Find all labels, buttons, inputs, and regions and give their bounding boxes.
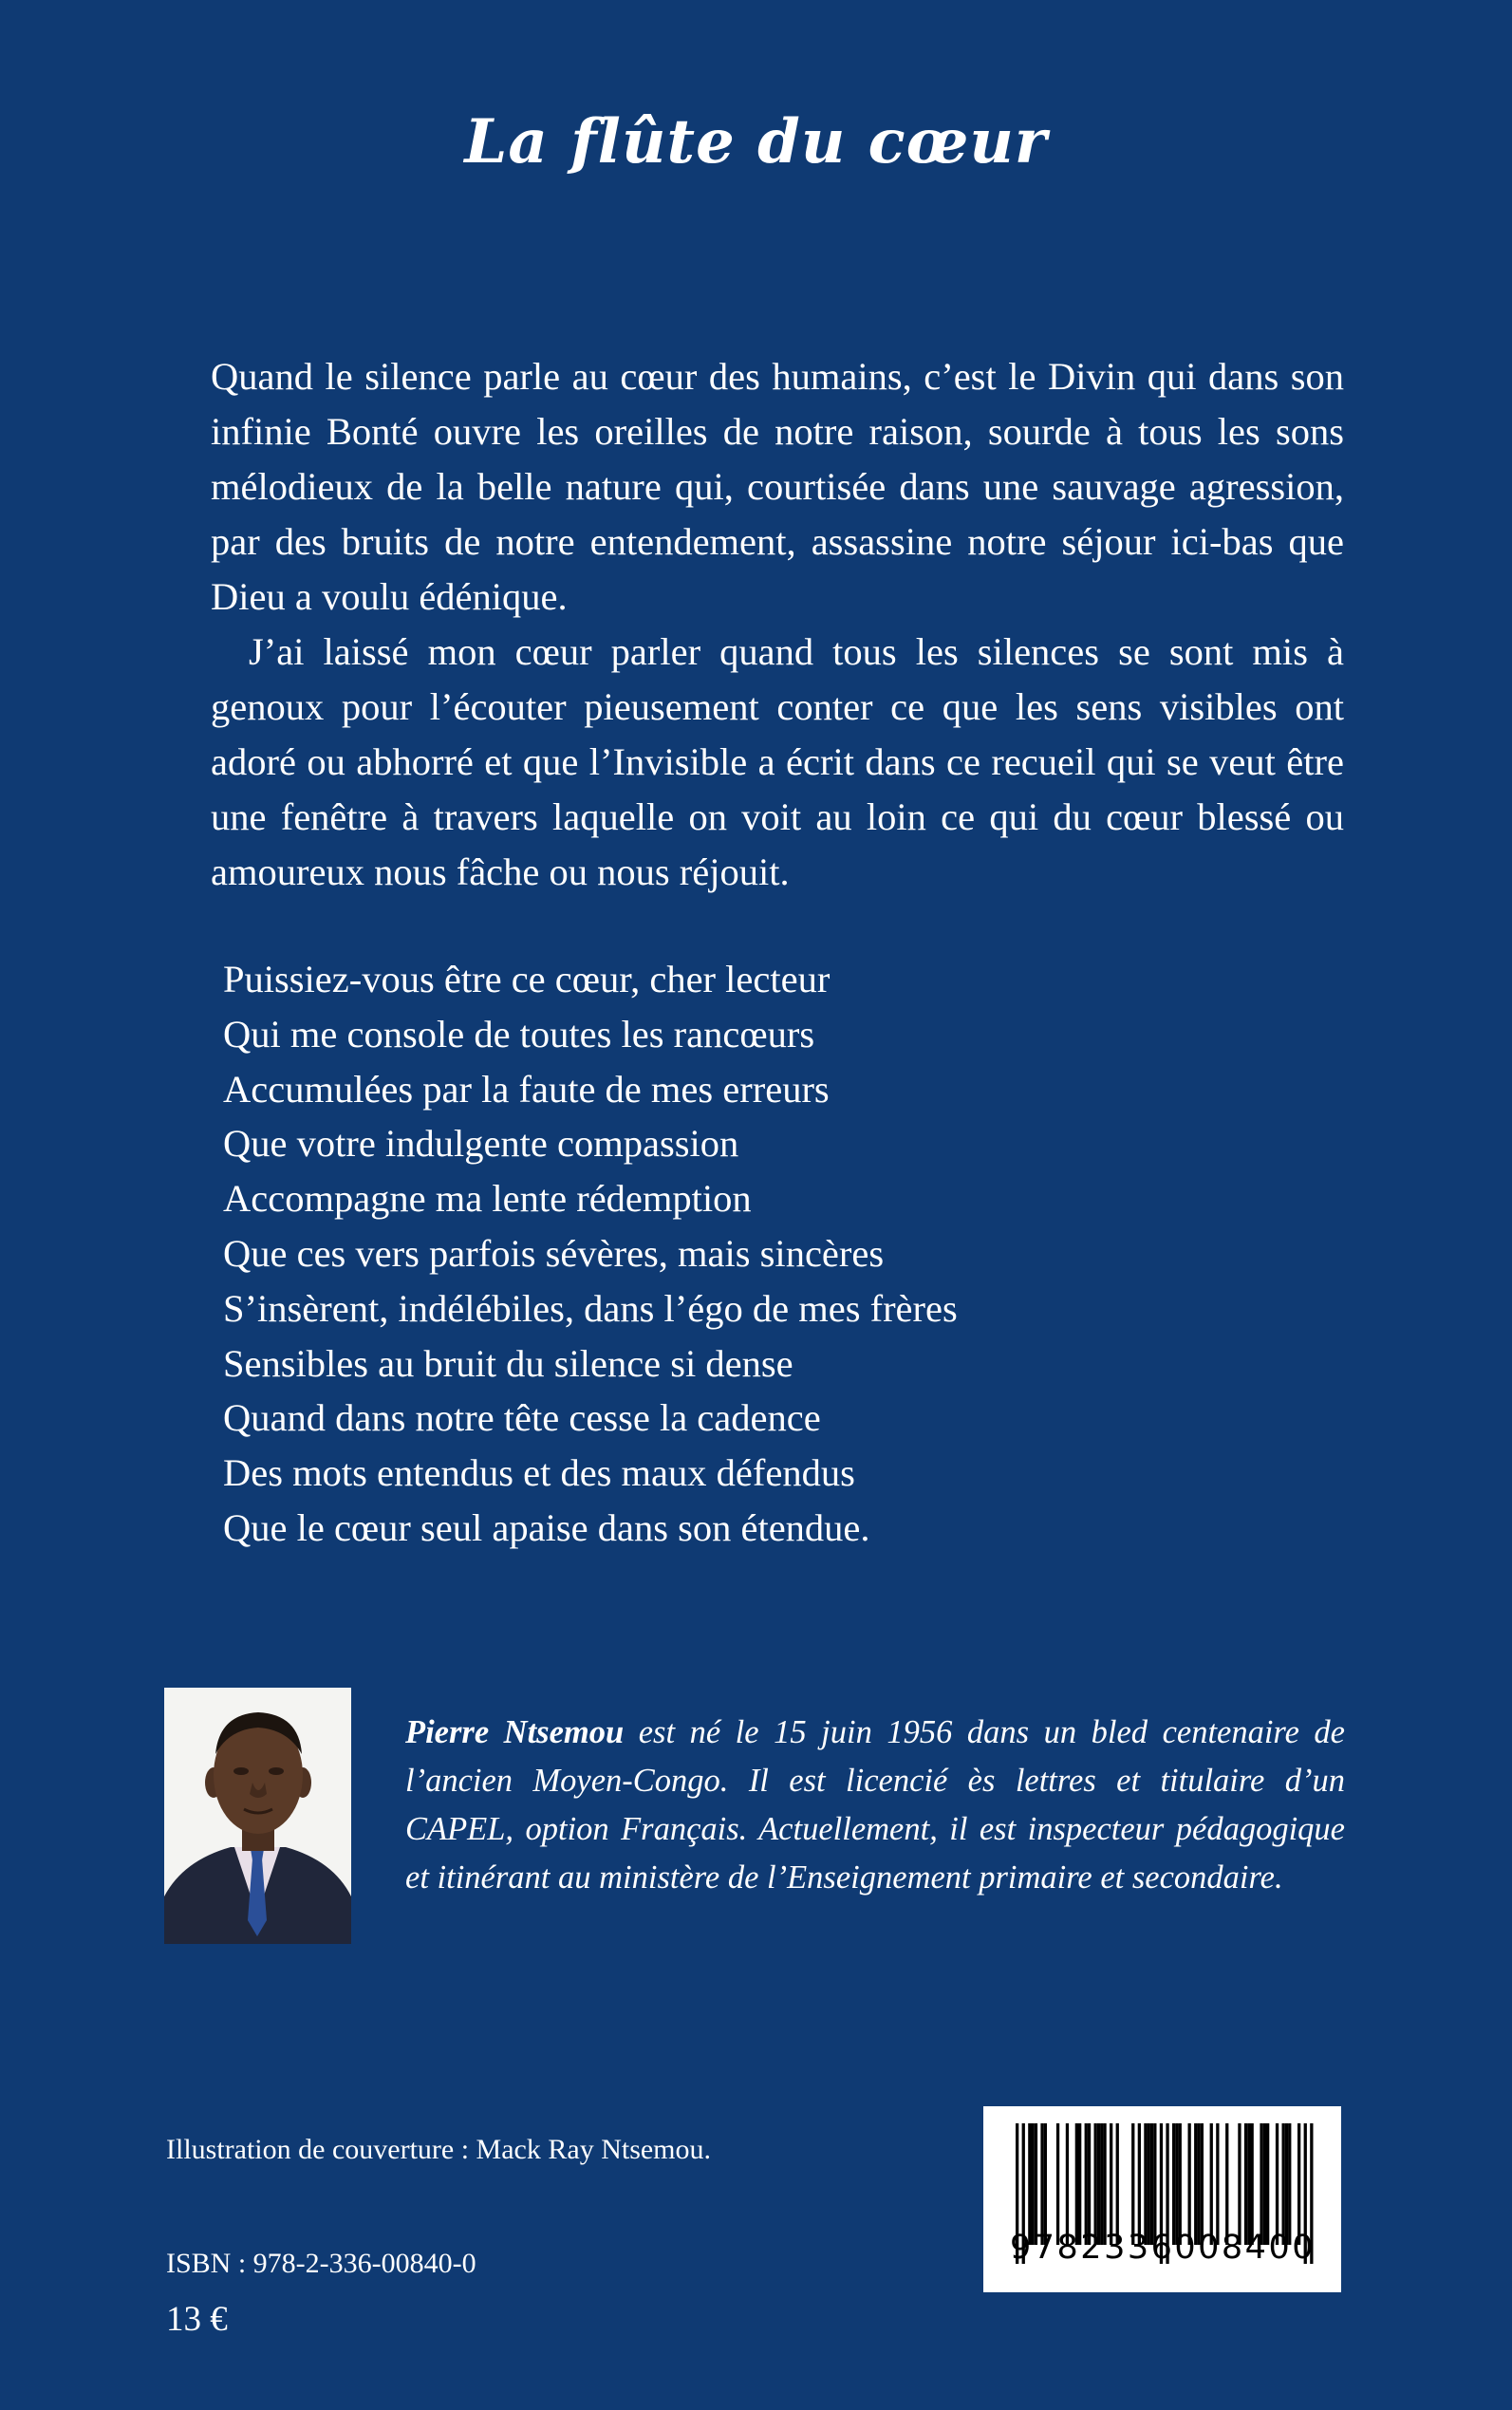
barcode-bar	[1066, 2123, 1069, 2245]
barcode-bar	[1282, 2123, 1285, 2245]
poem-line: Quand dans notre tête cesse la cadence	[223, 1396, 821, 1440]
barcode-bar	[1216, 2123, 1219, 2245]
poem-line: Que le cœur seul apaise dans son étendue.	[223, 1505, 870, 1549]
barcode-bar	[1244, 2123, 1247, 2245]
poem-line: Que ces vers parfois sévères, mais sincères	[223, 1231, 885, 1275]
barcode-bar	[1285, 2123, 1288, 2245]
barcode-bar	[1263, 2123, 1266, 2245]
poem-line: Que votre indulgente compassion	[223, 1122, 739, 1166]
barcode-bar	[1297, 2123, 1300, 2245]
barcode-bar	[1085, 2123, 1088, 2245]
barcode-bar	[1197, 2123, 1200, 2245]
barcode-bar	[1094, 2123, 1097, 2245]
poem	[223, 952, 958, 1556]
isbn: ISBN : 978-2-336-00840-0	[166, 2248, 476, 2279]
barcode-bar	[1097, 2123, 1100, 2245]
author-bio-text: est né le 15 juin 1956 dans un bled centenaire de l’ancien Moyen-Congo. Il est licencié ès lettres et titulaire d’un CAPEL, option Français. Actuellement, il est inspecteur pédagogique et itinérant au ministère de l’Enseignement primaire et secondaire.	[405, 1714, 1345, 1896]
barcode-bar	[1238, 2123, 1241, 2245]
barcode-bar	[1188, 2123, 1191, 2245]
barcode-bar	[1144, 2123, 1147, 2245]
barcode-bar	[1103, 2123, 1106, 2245]
barcode-bar	[1201, 2123, 1204, 2245]
book-title: La flûte du cœur	[464, 106, 1048, 177]
barcode-bar	[1100, 2123, 1103, 2245]
barcode-bar	[1172, 2123, 1175, 2245]
barcode-bar	[1266, 2123, 1269, 2245]
poem-line: Des mots entendus et des maux défendus	[223, 1451, 855, 1495]
barcode-bar	[1260, 2123, 1262, 2245]
barcode-bar	[1179, 2123, 1182, 2245]
poem-line: Sensibles au bruit du silence si dense	[223, 1341, 793, 1385]
barcode-bar	[1225, 2123, 1228, 2245]
barcode-bar	[1288, 2123, 1291, 2245]
barcode-bar	[1153, 2123, 1156, 2245]
barcode-bar	[1056, 2123, 1059, 2245]
barcode-bar	[1175, 2123, 1178, 2245]
author-name: Pierre Ntsemou	[405, 1714, 625, 1750]
author-bio	[405, 1709, 1345, 1902]
poem-line: S’insèrent, indélébiles, dans l’égo de mes frères	[223, 1286, 958, 1330]
barcode-bar	[1035, 2123, 1037, 2245]
barcode-bar	[1138, 2123, 1141, 2245]
barcode-bar	[1032, 2123, 1035, 2245]
intro-paragraph: J’ai laissé mon cœur parler quand tous les silences se sont mis à genoux pour l’écouter pieusement conter ce que les sens visibles ont adoré ou abhorré et que l’Invisible a écrit dans ce recueil qui se veut être une fenêtre à travers laquelle on voit au loin ce qui du cœur blessé ou amoureux nous fâche ou nous réjouit.	[211, 630, 1344, 893]
price: 13 €	[166, 2300, 228, 2339]
intro-paragraph: Quand le silence parle au cœur des humains, c’est le Divin qui dans son infinie Bonté ouvre les oreilles de notre raison, sourde à tous les sons mélodieux de la belle nature qui, courtisée dans une sauvage agression, par des bruits de notre entendement, assassine notre séjour ici-bas que Dieu a voulu édénique.	[211, 355, 1344, 618]
poem-line: Qui me console de toutes les rancœurs	[223, 1012, 815, 1056]
barcode-bar	[1028, 2123, 1031, 2245]
barcode-digits: 9782336008400	[1010, 2229, 1316, 2267]
barcode-bar	[1276, 2123, 1279, 2245]
barcode-bar	[1040, 2123, 1043, 2245]
barcode-bar	[1075, 2123, 1078, 2245]
poem-line: Puissiez-vous être ce cœur, cher lecteur	[223, 958, 831, 1000]
barcode-bar	[1110, 2123, 1112, 2245]
barcode-bar	[1116, 2123, 1119, 2245]
barcode-bar	[1044, 2123, 1047, 2245]
poem-line: Accompagne ma lente rédemption	[223, 1177, 752, 1221]
barcode-bar	[1251, 2123, 1254, 2245]
barcode-bar	[1088, 2123, 1091, 2245]
barcode-bar	[1210, 2123, 1213, 2245]
author-photo	[164, 1688, 351, 1944]
barcode-bar	[1148, 2123, 1150, 2245]
poem-line: Accumulées par la faute de mes erreurs	[223, 1067, 830, 1111]
intro-text	[211, 349, 1344, 900]
barcode-bar	[1150, 2123, 1153, 2245]
barcode-bar	[1194, 2123, 1197, 2245]
illustration-credit: Illustration de couverture : Mack Ray Ntsemou.	[166, 2134, 712, 2165]
barcode-bar	[1131, 2123, 1134, 2245]
barcode-bar	[1078, 2123, 1081, 2245]
barcode-bar	[1247, 2123, 1250, 2245]
